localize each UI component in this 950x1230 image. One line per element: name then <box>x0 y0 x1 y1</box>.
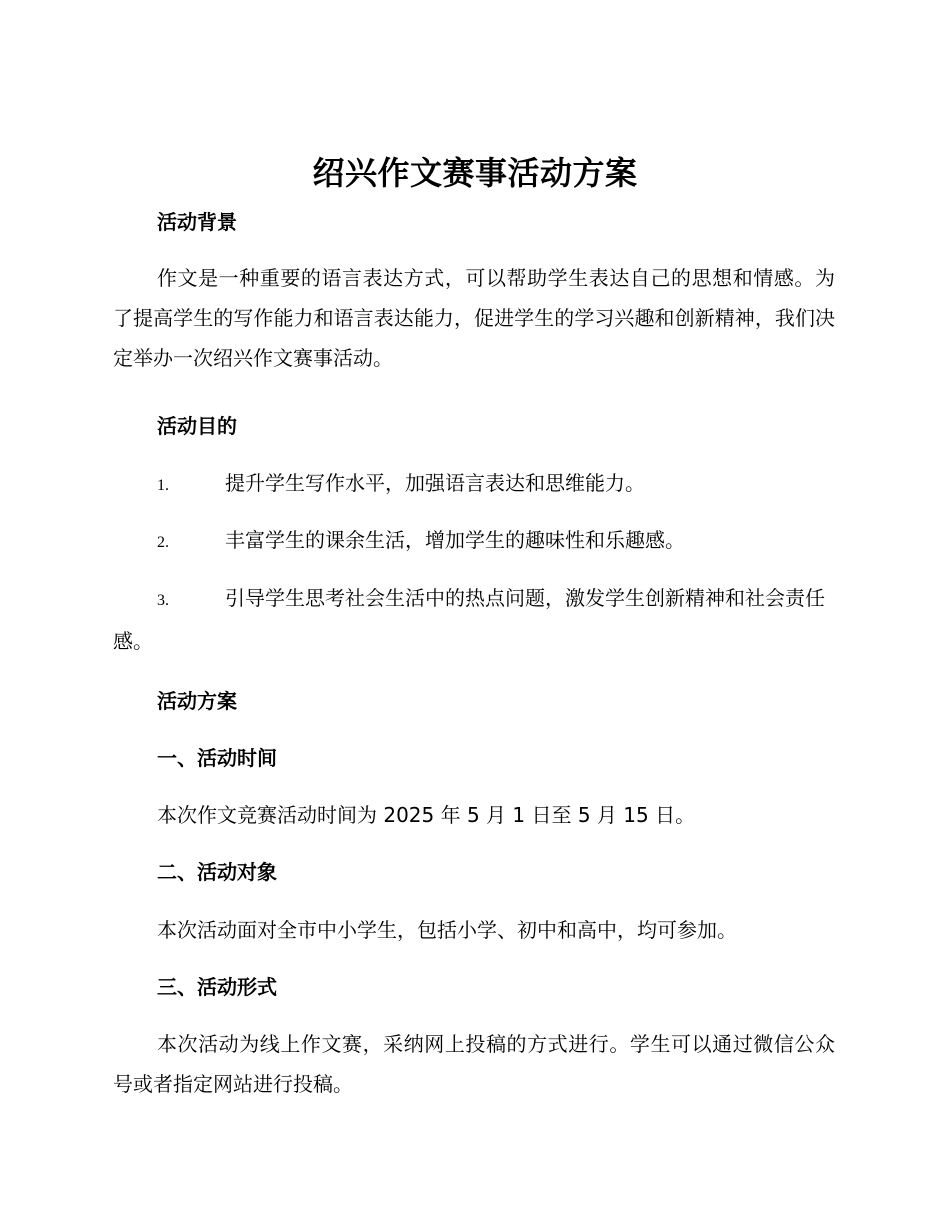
heading-purpose: 活动目的 <box>157 414 237 438</box>
heading-target: 二、活动对象 <box>157 860 277 884</box>
heading-time: 一、活动时间 <box>157 746 277 770</box>
purpose-item-text: 丰富学生的课余生活，增加学生的趣味性和乐趣感。 <box>225 528 685 552</box>
purpose-item-1 <box>113 463 835 506</box>
paragraph-time: 本次作文竞赛活动时间为 2025 年 5 月 1 日至 5 月 15 日。 <box>157 803 696 827</box>
purpose-item-text: 提升学生写作水平，加强语言表达和思维能力。 <box>225 471 645 495</box>
document-title: 绍兴作文赛事活动方案 <box>312 154 638 192</box>
heading-plan: 活动方案 <box>157 689 237 713</box>
purpose-item-3 <box>113 578 835 661</box>
purpose-item-2 <box>113 520 835 563</box>
paragraph-target: 本次活动面对全市中小学生，包括小学、初中和高中，均可参加。 <box>157 918 737 942</box>
purpose-item-text: 引导学生思考社会生活中的热点问题，激发学生创新精神和社会责任感。 <box>113 586 825 653</box>
purpose-item-number: 2. <box>157 534 169 551</box>
purpose-item-number: 3. <box>157 592 169 609</box>
paragraph-background: 作文是一种重要的语言表达方式，可以帮助学生表达自己的思想和情感。为了提高学生的写作能力和语言表达能力，促进学生的学习兴趣和创新精神，我们决定举办一次绍兴作文赛事活动。 <box>113 266 835 370</box>
heading-format: 三、活动形式 <box>157 975 277 999</box>
paragraph-format: 本次活动为线上作文赛，采纳网上投稿的方式进行。学生可以通过微信公众号或者指定网站进行投稿。 <box>113 1032 835 1096</box>
heading-background: 活动背景 <box>157 210 237 234</box>
purpose-item-number: 1. <box>157 477 169 494</box>
